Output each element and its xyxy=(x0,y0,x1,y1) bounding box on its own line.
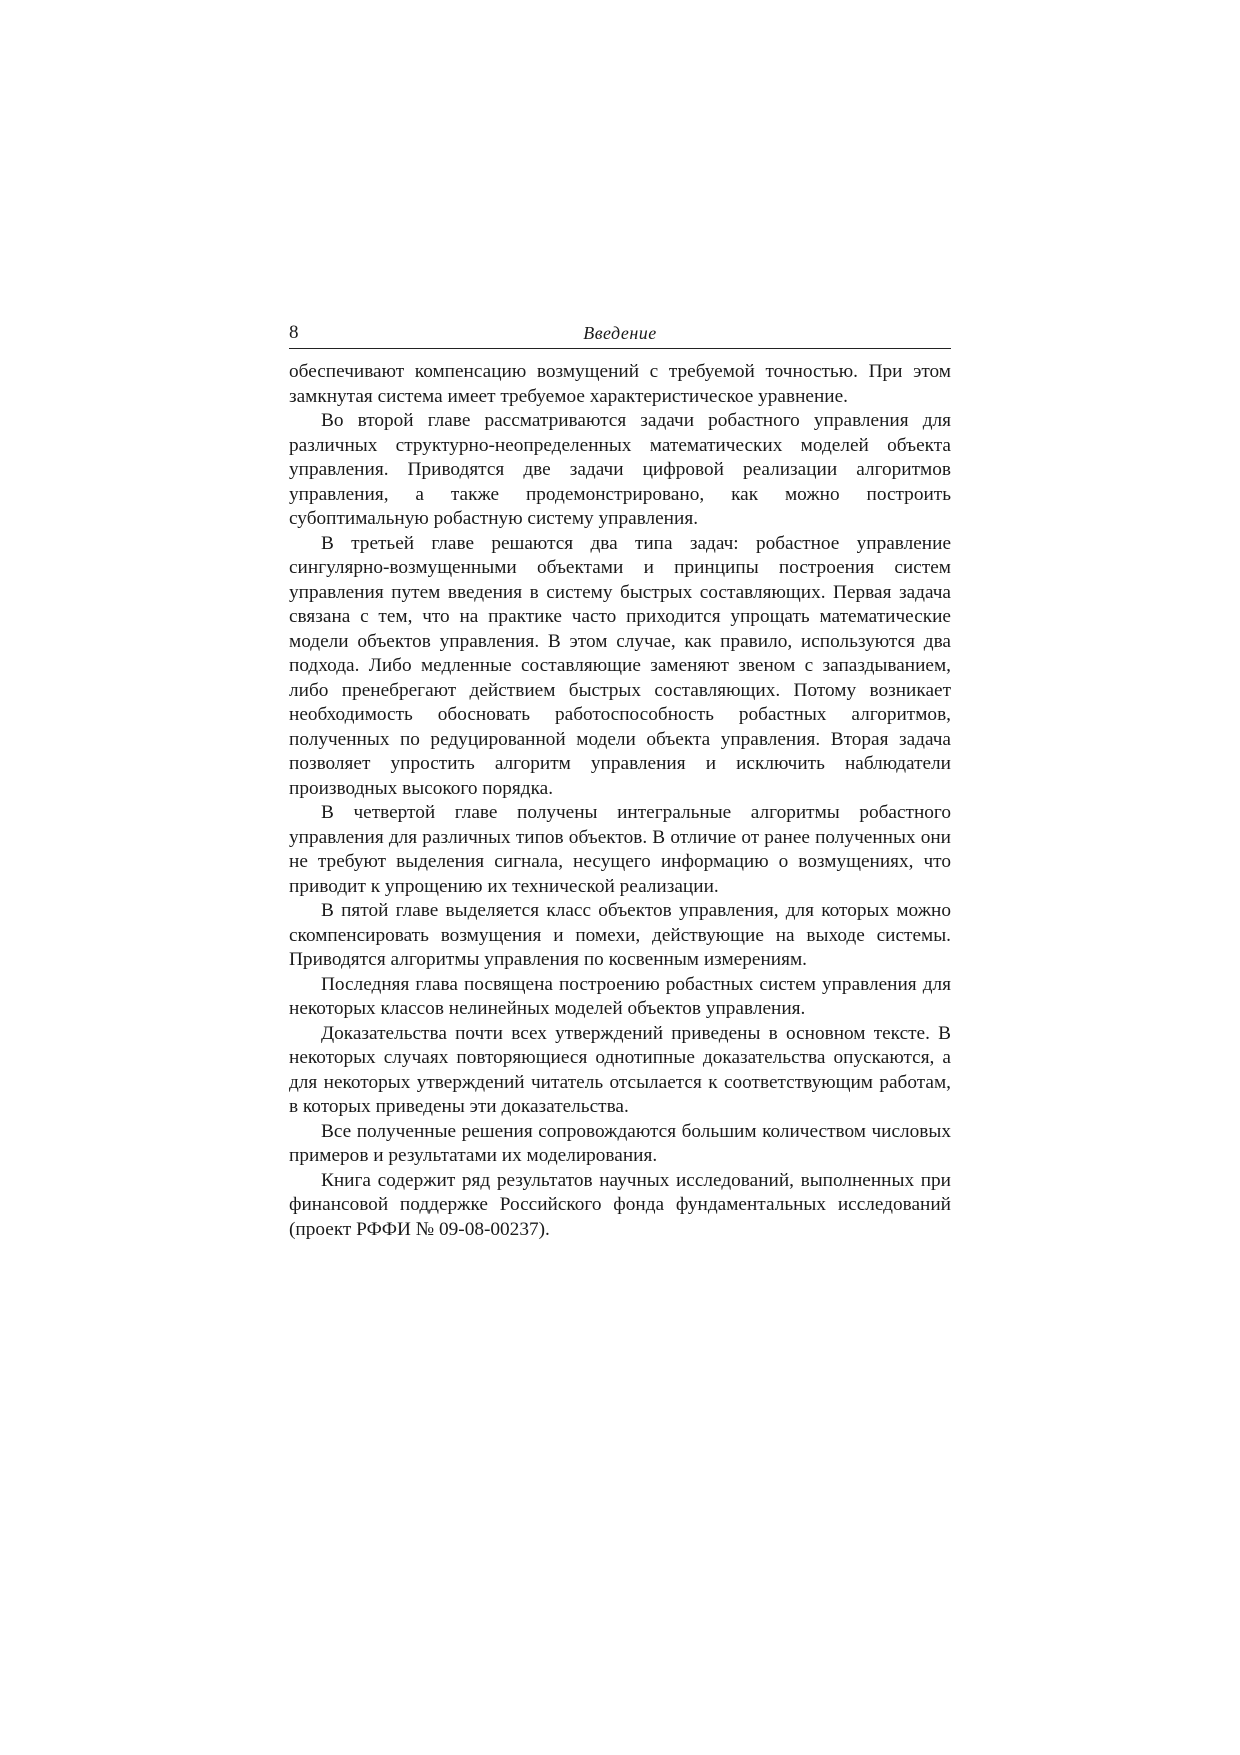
paragraph-chapter-5: В пятой главе выделяется класс объектов управления, для которых можно скомпенсировать возмущения и помехи, действующие на выходе системы. Приводятся алгоритмы управления по косвенным измерениям. xyxy=(289,900,951,970)
body-text xyxy=(289,360,951,1242)
paragraph-examples: Все полученные решения сопровождаются большим количеством числовых примеров и результатами их моделирования. xyxy=(289,1120,951,1166)
running-head xyxy=(289,320,951,349)
paragraph-last-chapter: Последняя глава посвящена построению робастных систем управления для некоторых классов нелинейных моделей объектов управления. xyxy=(289,973,951,1019)
paragraph-chapter-4: В четвертой главе получены интегральные алгоритмы робастного управления для различных типов объектов. В отличие от ранее полученных они не требуют выделения сигнала, несущего информацию о возмущениях, что приводит к упрощению их технической реализации. xyxy=(289,802,951,897)
page-number: 8 xyxy=(289,322,299,343)
book-page xyxy=(289,320,951,1242)
paragraph-chapter-3: В третьей главе решаются два типа задач: робастное управление сингулярно-возмущенными объектами и принципы построения систем управления путем введения в систему быстрых составляющих. Первая задача связана с тем, что на практике часто приходится упрощать математические модели объектов управления. В этом случае, как правило, используются два подхода. Либо медленные составляющие заменяют звеном с запаздыванием, либо пренебрегают действием быстрых составляющих. Потому возникает необходимость обосновать работоспособность робастных алгоритмов, полученных по редуцированной модели объекта управления. Вторая задача позволяет упростить алгоритм управления и исключить наблюдатели производных высокого порядка. xyxy=(289,532,951,799)
paragraph-chapter-2: Во второй главе рассматриваются задачи робастного управления для различных структурно-неопределенных математических моделей объекта управления. Приводятся две задачи цифровой реализации алгоритмов управления, а также продемонстрировано, как можно построить субоптимальную робастную систему управления. xyxy=(289,410,951,529)
running-title: Введение xyxy=(583,323,657,343)
paragraph-continuation: обеспечивают компенсацию возмущений с требуемой точностью. При этом замкнутая система имеет требуемое характеристическое уравнение. xyxy=(289,361,951,407)
paragraph-funding: Книга содержит ряд результатов научных исследований, выполненных при финансовой поддержке Российского фонда фундаментальных исследований (проект РФФИ № 09-08-00237). xyxy=(289,1169,951,1240)
paragraph-proofs: Доказательства почти всех утверждений приведены в основном тексте. В некоторых случаях повторяющиеся однотипные доказательства опускаются, а для некоторых утверждений читатель отсылается к соответствующим работам, в которых приведены эти доказательства. xyxy=(289,1022,951,1117)
